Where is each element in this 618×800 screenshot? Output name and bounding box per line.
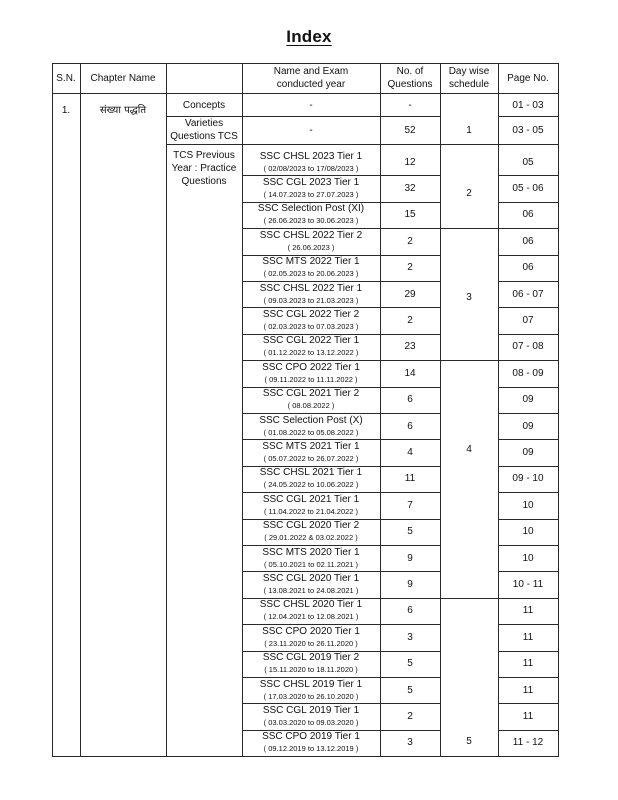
exam-row-questions: 5 <box>407 658 413 670</box>
table-rule <box>498 281 559 282</box>
header-sn: S.N. <box>56 72 76 84</box>
exam-date: ( 01.12.2022 to 13.12.2022 ) <box>263 348 359 358</box>
table-rule <box>80 63 81 757</box>
exam-row-page: 09 - 10 <box>512 473 544 485</box>
exam-date: ( 15.11.2020 to 18.11.2020 ) <box>264 665 358 675</box>
table-rule <box>558 63 559 757</box>
exam-row-name <box>242 281 380 307</box>
exam-row-page: 10 <box>522 499 534 511</box>
table-rule <box>498 334 559 335</box>
table-rule <box>242 545 441 546</box>
table-rule <box>440 63 441 757</box>
table-rule <box>52 756 559 757</box>
exam-date: ( 26.06.2023 ) <box>287 242 335 252</box>
table-rule <box>498 545 559 546</box>
exam-row-name <box>242 703 380 729</box>
exam-row-name <box>242 413 380 439</box>
index-table <box>52 63 558 766</box>
table-rule <box>242 571 441 572</box>
table-rule <box>498 307 559 308</box>
chapter-name: संख्या पद्धति <box>99 104 147 116</box>
exam-name: SSC CPO 2020 Tier 1 <box>262 625 360 637</box>
table-rule <box>242 63 243 757</box>
table-rule <box>52 93 559 94</box>
table-rule <box>166 63 167 757</box>
exam-row-page: 11 <box>522 658 534 670</box>
exam-row-name <box>242 466 380 492</box>
exam-name: SSC CGL 2021 Tier 2 <box>262 388 360 400</box>
table-rule <box>498 175 559 176</box>
exam-date: ( 12.04.2021 to 12.08.2021 ) <box>263 612 359 622</box>
table-rule <box>498 255 559 256</box>
exam-name: SSC Selection Post (X) <box>259 414 363 426</box>
exam-name: SSC MTS 2020 Tier 1 <box>262 546 360 558</box>
day-5: 5 <box>466 735 472 747</box>
table-rule <box>498 202 559 203</box>
exam-name: SSC CHSL 2022 Tier 1 <box>259 282 363 294</box>
exam-date: ( 23.11.2020 to 26.11.2020 ) <box>264 638 358 648</box>
exam-row-name <box>242 571 380 597</box>
table-rule <box>498 624 559 625</box>
exam-name: SSC CGL 2021 Tier 1 <box>262 493 360 505</box>
exam-row-name <box>242 255 380 281</box>
table-rule <box>52 63 53 757</box>
exam-row-page: 11 <box>522 711 534 723</box>
table-rule <box>498 466 559 467</box>
exam-row-questions: 15 <box>404 209 416 221</box>
exam-date: ( 01.08.2022 to 05.08.2022 ) <box>263 427 359 437</box>
table-rule <box>242 307 441 308</box>
table-rule <box>498 519 559 520</box>
concepts-questions: - <box>408 99 412 111</box>
exam-row-questions: 3 <box>407 737 413 749</box>
exam-date: ( 05.07.2022 to 26.07.2022 ) <box>263 454 359 464</box>
table-rule <box>242 624 441 625</box>
exam-name: SSC CHSL 2022 Tier 2 <box>259 229 363 241</box>
header-day-wise-schedule: Day wise schedule <box>448 66 490 90</box>
table-rule <box>242 730 441 731</box>
exam-date: ( 14.07.2023 to 27.07.2023 ) <box>263 190 359 200</box>
exam-row-name <box>242 677 380 703</box>
exam-row-questions: 6 <box>407 420 413 432</box>
exam-row-questions: 2 <box>407 711 413 723</box>
exam-row-page: 09 <box>522 394 534 406</box>
table-rule <box>498 492 559 493</box>
exam-name: SSC CPO 2022 Tier 1 <box>262 361 360 373</box>
table-rule <box>498 63 499 757</box>
exam-name: SSC CPO 2019 Tier 1 <box>262 731 360 743</box>
exam-name: SSC CHSL 2020 Tier 1 <box>259 599 363 611</box>
exam-row-name <box>242 175 380 201</box>
table-rule <box>242 598 441 599</box>
exam-row-questions: 9 <box>407 579 413 591</box>
exam-row-name <box>242 360 380 386</box>
exam-row-name <box>242 439 380 465</box>
exam-row-page: 09 <box>522 420 534 432</box>
varieties-exam: - <box>309 124 313 136</box>
exam-name: SSC CHSL 2019 Tier 1 <box>259 678 363 690</box>
table-rule <box>498 730 559 731</box>
exam-date: ( 02.03.2023 to 07.03.2023 ) <box>263 322 359 332</box>
exam-name: SSC CGL 2022 Tier 2 <box>262 309 360 321</box>
exam-name: SSC CGL 2019 Tier 2 <box>262 652 360 664</box>
table-rule <box>242 202 441 203</box>
table-rule <box>242 334 441 335</box>
exam-row-questions: 6 <box>407 394 413 406</box>
exam-name: SSC MTS 2022 Tier 1 <box>262 256 360 268</box>
varieties-day: 1 <box>466 124 472 136</box>
header-page-no: Page No. <box>507 72 549 84</box>
table-rule <box>166 116 441 117</box>
exam-row-name <box>242 651 380 677</box>
exam-date: ( 08.08.2022 ) <box>287 401 335 411</box>
exam-row-page: 06 <box>522 235 534 247</box>
exam-row-page: 10 - 11 <box>512 579 544 591</box>
exam-row-questions: 4 <box>407 447 413 459</box>
exam-row-questions: 9 <box>407 552 413 564</box>
exam-date: ( 24.05.2022 to 10.06.2022 ) <box>263 480 359 490</box>
exam-row-page: 05 - 06 <box>512 183 544 195</box>
table-rule <box>242 175 441 176</box>
exam-row-questions: 2 <box>407 235 413 247</box>
varieties-page: 03 - 05 <box>512 124 544 136</box>
exam-row-questions: 29 <box>404 288 416 300</box>
exam-date: ( 17.03.2020 to 26.10.2020 ) <box>263 691 359 701</box>
exam-row-page: 07 - 08 <box>512 341 544 353</box>
exam-row-page: 11 - 12 <box>512 737 544 749</box>
table-rule <box>242 677 441 678</box>
exam-row-name <box>242 730 380 756</box>
table-rule <box>498 360 559 361</box>
table-rule <box>440 360 499 361</box>
exam-row-name <box>242 624 380 650</box>
exam-date: ( 02/08/2023 to 17/08/2023 ) <box>263 163 359 173</box>
exam-row-page: 09 <box>522 447 534 459</box>
table-rule <box>242 387 441 388</box>
exam-row-name <box>242 545 380 571</box>
exam-row-name <box>242 149 380 175</box>
table-rule <box>242 360 441 361</box>
section-concepts-label: Concepts <box>182 99 226 111</box>
exam-row-name <box>242 492 380 518</box>
exam-name: SSC Selection Post (XI) <box>257 203 365 215</box>
exam-row-questions: 5 <box>407 684 413 696</box>
table-rule <box>242 519 441 520</box>
exam-row-questions: 2 <box>407 262 413 274</box>
section-varieties-label: Varieties Questions TCS <box>170 118 238 142</box>
exam-name: SSC CGL 2019 Tier 1 <box>262 705 360 717</box>
exam-row-questions: 6 <box>407 605 413 617</box>
exam-row-questions: 3 <box>407 631 413 643</box>
exam-row-name <box>242 228 380 254</box>
table-rule <box>440 598 499 599</box>
exam-row-questions: 5 <box>407 526 413 538</box>
table-rule <box>498 598 559 599</box>
exam-row-page: 10 <box>522 526 534 538</box>
table-rule <box>242 703 441 704</box>
exam-row-page: 10 <box>522 552 534 564</box>
exam-date: ( 11.04.2022 to 21.04.2022 ) <box>263 506 359 516</box>
table-rule <box>166 144 559 145</box>
exam-row-page: 05 <box>522 156 534 168</box>
exam-date: ( 09.03.2023 to 21.03.2023 ) <box>263 295 359 305</box>
table-rule <box>242 281 441 282</box>
exam-row-page: 11 <box>522 684 534 696</box>
table-rule <box>242 466 441 467</box>
exam-date: ( 09.11.2022 to 11.11.2022 ) <box>264 374 358 384</box>
table-rule <box>242 413 441 414</box>
day-3: 3 <box>466 291 472 303</box>
table-rule <box>242 651 441 652</box>
exam-name: SSC CHSL 2023 Tier 1 <box>259 150 363 162</box>
table-rule <box>242 255 441 256</box>
table-rule <box>498 651 559 652</box>
exam-row-page: 06 <box>522 209 534 221</box>
header-chapter-name: Chapter Name <box>90 72 156 84</box>
page-title: Index <box>286 27 332 46</box>
header-exam-name: Name and Exam conducted year <box>273 66 349 90</box>
exam-date: ( 03.03.2020 to 09.03.2020 ) <box>263 718 359 728</box>
exam-name: SSC CGL 2022 Tier 1 <box>262 335 360 347</box>
exam-date: ( 09.12.2019 to 13.12.2019 ) <box>263 744 359 754</box>
exam-name: SSC CGL 2020 Tier 1 <box>262 573 360 585</box>
table-rule <box>498 703 559 704</box>
varieties-questions: 52 <box>404 124 416 136</box>
exam-row-page: 06 - 07 <box>512 288 544 300</box>
exam-row-questions: 7 <box>407 499 413 511</box>
table-rule <box>242 228 441 229</box>
exam-name: SSC CGL 2020 Tier 2 <box>262 520 360 532</box>
concepts-page: 01 - 03 <box>512 99 544 111</box>
exam-row-name <box>242 334 380 360</box>
exam-row-page: 08 - 09 <box>512 367 544 379</box>
exam-row-name <box>242 307 380 333</box>
exam-date: ( 29.01.2022 & 03.02.2022 ) <box>264 533 358 543</box>
exam-date: ( 26.06.2023 to 30.06.2023 ) <box>263 216 359 226</box>
exam-row-name <box>242 202 380 228</box>
chapter-sn: 1. <box>61 104 71 116</box>
day-4: 4 <box>466 443 472 455</box>
section-tcs-label: TCS Previous Year : Practice Questions <box>171 150 237 187</box>
exam-row-page: 07 <box>522 315 534 327</box>
exam-date: ( 05.10.2021 to 02.11.2021 ) <box>263 559 359 569</box>
table-rule <box>498 677 559 678</box>
exam-row-name <box>242 598 380 624</box>
exam-row-page: 11 <box>522 631 534 643</box>
exam-name: SSC CGL 2023 Tier 1 <box>262 177 360 189</box>
exam-name: SSC MTS 2021 Tier 1 <box>262 441 360 453</box>
exam-row-page: 11 <box>522 605 534 617</box>
exam-row-questions: 32 <box>404 183 416 195</box>
table-rule <box>498 387 559 388</box>
exam-row-name <box>242 519 380 545</box>
exam-row-name <box>242 387 380 413</box>
concepts-exam: - <box>309 99 313 111</box>
exam-row-questions: 12 <box>404 156 416 168</box>
exam-date: ( 13.08.2021 to 24.08.2021 ) <box>263 586 359 596</box>
exam-name: SSC CHSL 2021 Tier 1 <box>259 467 363 479</box>
exam-row-questions: 14 <box>404 367 416 379</box>
table-rule <box>498 228 559 229</box>
table-rule <box>242 439 441 440</box>
day-2: 2 <box>466 187 472 199</box>
exam-row-questions: 23 <box>404 341 416 353</box>
table-rule <box>498 571 559 572</box>
table-rule <box>242 492 441 493</box>
exam-date: ( 02.05.2023 to 20.06.2023 ) <box>263 269 359 279</box>
exam-row-questions: 11 <box>404 473 416 485</box>
header-no-of-questions: No. of Questions <box>387 66 433 90</box>
table-rule <box>380 63 381 757</box>
table-rule <box>52 63 559 64</box>
table-rule <box>498 413 559 414</box>
table-rule <box>498 439 559 440</box>
table-rule <box>440 228 499 229</box>
table-rule <box>498 116 559 117</box>
exam-row-page: 06 <box>522 262 534 274</box>
exam-row-questions: 2 <box>407 315 413 327</box>
